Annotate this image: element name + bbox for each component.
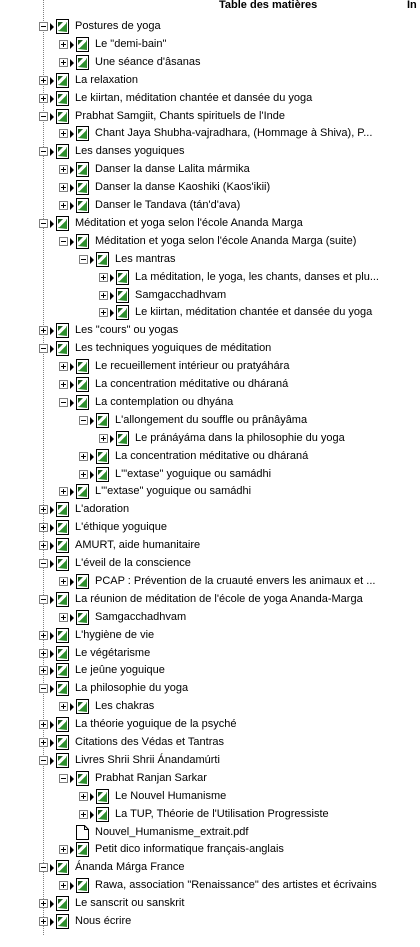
book-icon xyxy=(76,878,89,893)
pointer-arrow-icon xyxy=(50,900,54,908)
tree-item-label[interactable]: La philosophie du yoga xyxy=(75,682,189,695)
truncated-header-text: In xyxy=(407,0,417,11)
collapse-icon[interactable] xyxy=(39,595,48,604)
book-icon xyxy=(96,807,109,822)
tree-item[interactable] xyxy=(0,197,420,215)
expand-icon[interactable] xyxy=(39,94,48,103)
expand-icon[interactable] xyxy=(39,649,48,658)
book-icon xyxy=(76,842,89,857)
book-icon xyxy=(56,860,69,875)
expand-icon[interactable] xyxy=(59,577,68,586)
pointer-arrow-icon xyxy=(110,274,114,282)
book-icon xyxy=(56,502,69,517)
tree-item-label[interactable]: Le Nouvel Humanisme xyxy=(115,789,227,802)
tree-item-label[interactable]: Citations des Védas et Tantras xyxy=(75,736,224,748)
expand-icon[interactable] xyxy=(39,505,48,514)
tree-item-label[interactable]: Danser la danse Lalita mármika xyxy=(95,163,250,176)
tree-item[interactable] xyxy=(0,519,420,537)
pointer-arrow-icon xyxy=(70,41,74,49)
collapse-icon[interactable] xyxy=(39,684,48,693)
expand-icon[interactable] xyxy=(39,738,48,747)
tree-item[interactable] xyxy=(0,859,420,877)
expand-icon[interactable] xyxy=(39,326,48,335)
expand-icon[interactable] xyxy=(79,470,88,479)
tree-item-label[interactable]: Prabhat Samgiit, Chants spirituels de l'Inde xyxy=(75,109,285,122)
pointer-arrow-icon xyxy=(70,703,74,711)
tree-item-label[interactable]: La méditation, le yoga, les chants, danses et plu... xyxy=(135,270,379,283)
book-icon xyxy=(56,735,69,750)
book-icon xyxy=(76,574,89,589)
book-icon xyxy=(76,484,89,499)
book-icon xyxy=(56,914,69,929)
collapse-icon[interactable] xyxy=(39,219,48,228)
expand-icon[interactable] xyxy=(59,165,68,174)
pointer-arrow-icon xyxy=(50,685,54,693)
pointer-arrow-icon xyxy=(50,542,54,550)
tree-item[interactable] xyxy=(0,466,420,484)
book-icon xyxy=(56,646,69,661)
pointer-arrow-icon xyxy=(50,918,54,926)
pointer-arrow-icon xyxy=(50,739,54,747)
tree-item[interactable] xyxy=(0,627,420,645)
pointer-arrow-icon xyxy=(110,292,114,300)
expand-icon[interactable] xyxy=(59,845,68,854)
tree-item-label[interactable]: Le recueillement intérieur ou pratyáhára xyxy=(95,360,290,373)
tree-item-label[interactable]: Rawa, association "Renaissance" des artistes et écrivains xyxy=(95,879,377,892)
book-icon xyxy=(76,37,89,52)
tree-item[interactable] xyxy=(0,824,420,842)
tree-item[interactable] xyxy=(0,895,420,913)
tree-item[interactable] xyxy=(0,108,420,126)
collapse-icon[interactable] xyxy=(39,112,48,121)
pointer-arrow-icon xyxy=(70,614,74,622)
tree-item-label[interactable]: Postures de yoga xyxy=(75,20,161,32)
tree-item-label[interactable]: Le pránáyáma dans la philosophie du yoga xyxy=(135,431,345,444)
tree-item[interactable] xyxy=(0,36,420,54)
tree-item[interactable] xyxy=(0,90,420,108)
tree-item-label[interactable]: Les chakras xyxy=(95,700,155,713)
tree-item-label[interactable]: Le végétarisme xyxy=(75,646,151,659)
tree-item-label[interactable]: Nous écrire xyxy=(75,915,132,927)
collapse-icon[interactable] xyxy=(59,398,68,407)
pointer-arrow-icon xyxy=(70,578,74,586)
pointer-arrow-icon xyxy=(90,417,94,425)
book-icon xyxy=(56,520,69,535)
book-icon xyxy=(76,162,89,177)
tree-item-label[interactable]: L'éthique yoguique xyxy=(75,521,168,534)
tree-item-label[interactable]: Méditation et yoga selon l'école Ananda Marga xyxy=(75,216,303,229)
pointer-arrow-icon xyxy=(70,184,74,192)
book-icon xyxy=(116,288,129,303)
tree-item-label[interactable]: Livres Shrii Shrii Ánandamúrti xyxy=(75,753,220,766)
pointer-arrow-icon xyxy=(50,650,54,658)
tree-item[interactable] xyxy=(0,358,420,376)
pointer-arrow-icon xyxy=(50,23,54,31)
book-icon xyxy=(56,144,69,159)
book-icon xyxy=(76,198,89,213)
expand-icon[interactable] xyxy=(59,613,68,622)
tree-item-label[interactable]: Les mantras xyxy=(115,252,176,265)
tree-item-label[interactable]: La contemplation ou dhyána xyxy=(95,395,234,408)
tree-item-label[interactable]: Prabhat Ranjan Sarkar xyxy=(95,771,207,784)
pointer-arrow-icon xyxy=(50,864,54,872)
tree-item-label[interactable]: Le kiirtan, méditation chantée et dansée du yoga xyxy=(75,91,313,104)
expand-icon[interactable] xyxy=(39,76,48,85)
tree-item[interactable] xyxy=(0,913,420,931)
pointer-arrow-icon xyxy=(50,721,54,729)
pointer-arrow-icon xyxy=(90,811,94,819)
tree-item-label[interactable]: Le kiirtan, méditation chantée et dansée du yoga xyxy=(135,306,373,319)
pointer-arrow-icon xyxy=(70,488,74,496)
tree-item-label[interactable]: L'adoration xyxy=(75,503,130,516)
book-icon xyxy=(56,538,69,553)
toc-header xyxy=(0,0,420,14)
tree-item-label[interactable]: L'hygiène de vie xyxy=(75,628,155,641)
collapse-icon[interactable] xyxy=(39,147,48,156)
book-icon xyxy=(56,592,69,607)
tree-item[interactable] xyxy=(0,609,420,627)
tree-item-label[interactable]: Le sanscrit ou sanskrit xyxy=(75,897,185,910)
expand-icon[interactable] xyxy=(39,541,48,550)
tree-item[interactable] xyxy=(0,125,420,143)
tree-item-label[interactable]: La concentration méditative ou dháraná xyxy=(115,449,309,462)
tree-item-label[interactable]: La concentration méditative ou dháraná xyxy=(95,378,289,390)
tree-item[interactable] xyxy=(0,394,420,412)
tree-item-label[interactable]: Les techniques yoguiques de méditation xyxy=(75,342,272,355)
tree-item-label[interactable]: L'allongement du souffle ou prânâyâma xyxy=(115,413,308,426)
expand-icon[interactable] xyxy=(59,183,68,192)
book-icon xyxy=(56,896,69,911)
pointer-arrow-icon xyxy=(90,453,94,461)
book-icon xyxy=(56,753,69,768)
pointer-arrow-icon xyxy=(70,882,74,890)
tree-item[interactable] xyxy=(0,322,420,340)
expand-icon[interactable] xyxy=(39,917,48,926)
tree-item-label[interactable]: Petit dico informatique français-anglais xyxy=(95,843,284,856)
tree-item[interactable] xyxy=(0,734,420,752)
expand-icon[interactable] xyxy=(59,40,68,49)
tree-item[interactable] xyxy=(0,788,420,806)
expand-icon[interactable] xyxy=(59,58,68,67)
expand-icon[interactable] xyxy=(39,666,48,675)
book-icon xyxy=(76,610,89,625)
collapse-icon[interactable] xyxy=(39,559,48,568)
book-icon xyxy=(56,91,69,106)
collapse-icon[interactable] xyxy=(39,344,48,353)
expand-icon[interactable] xyxy=(59,487,68,496)
tree-item-label[interactable]: PCAP : Prévention de la cruauté envers les animaux et ... xyxy=(95,574,376,587)
collapse-icon[interactable] xyxy=(79,416,88,425)
tree-item[interactable] xyxy=(0,698,420,716)
tree-item[interactable] xyxy=(0,841,420,859)
tree-item[interactable] xyxy=(0,537,420,555)
pointer-arrow-icon xyxy=(70,202,74,210)
book-icon xyxy=(56,556,69,571)
pointer-arrow-icon xyxy=(50,632,54,640)
book-icon xyxy=(76,699,89,714)
book-icon xyxy=(56,341,69,356)
book-icon xyxy=(56,19,69,34)
book-icon xyxy=(96,789,109,804)
book-icon xyxy=(76,395,89,410)
tree-item[interactable] xyxy=(0,591,420,609)
book-icon xyxy=(56,216,69,231)
book-icon xyxy=(56,663,69,678)
pointer-arrow-icon xyxy=(50,220,54,228)
book-icon xyxy=(116,270,129,285)
pointer-arrow-icon xyxy=(50,77,54,85)
tree-item[interactable] xyxy=(0,680,420,698)
tree-item[interactable] xyxy=(0,143,420,161)
tree-item-label[interactable]: La théorie yoguique de la psyché xyxy=(75,718,237,731)
book-icon xyxy=(96,413,109,428)
tree-item[interactable] xyxy=(0,806,420,824)
book-icon xyxy=(76,771,89,786)
tree-item-label[interactable]: Méditation et yoga selon l'école Ananda Marga (suite) xyxy=(95,234,357,247)
pointer-arrow-icon xyxy=(70,166,74,174)
pointer-arrow-icon xyxy=(50,667,54,675)
tree-item[interactable] xyxy=(0,376,420,394)
pointer-arrow-icon xyxy=(110,309,114,317)
tree-item[interactable] xyxy=(0,573,420,591)
collapse-icon[interactable] xyxy=(39,863,48,872)
expand-icon[interactable] xyxy=(79,792,88,801)
book-icon xyxy=(76,377,89,392)
pointer-arrow-icon xyxy=(50,148,54,156)
tree-item[interactable] xyxy=(0,555,420,573)
tree-item[interactable] xyxy=(0,304,420,322)
book-icon xyxy=(56,109,69,124)
expand-icon[interactable] xyxy=(59,702,68,711)
book-icon xyxy=(96,449,109,464)
pointer-arrow-icon xyxy=(110,435,114,443)
tree-item[interactable] xyxy=(0,430,420,448)
book-icon xyxy=(96,252,109,267)
book-icon xyxy=(116,305,129,320)
pointer-arrow-icon xyxy=(50,113,54,121)
expand-icon[interactable] xyxy=(59,380,68,389)
tree-item[interactable] xyxy=(0,251,420,269)
pointer-arrow-icon xyxy=(70,130,74,138)
book-icon xyxy=(96,467,109,482)
tree-item-label[interactable]: L'"extase" yoguique ou samádhi xyxy=(95,485,252,498)
tree-item-label[interactable]: Une séance d'âsanas xyxy=(95,55,201,68)
book-icon xyxy=(56,73,69,88)
book-icon xyxy=(56,717,69,732)
tree-item-label[interactable]: Danser la danse Kaoshiki (Kaos'ikii) xyxy=(95,181,271,194)
pointer-arrow-icon xyxy=(70,381,74,389)
toc-title: Table des matières xyxy=(219,0,318,11)
pointer-arrow-icon xyxy=(50,524,54,532)
book-icon xyxy=(76,55,89,70)
tree-item-label[interactable]: Ánanda Márga France xyxy=(75,861,185,874)
tree-item[interactable] xyxy=(0,662,420,680)
expand-icon[interactable] xyxy=(99,308,108,317)
tree-item-label[interactable]: Samgacchadhvam xyxy=(135,288,227,301)
pointer-arrow-icon xyxy=(50,757,54,765)
expand-icon[interactable] xyxy=(39,631,48,640)
tree-item-label[interactable]: L'éveil de la conscience xyxy=(75,557,191,569)
pointer-arrow-icon xyxy=(50,596,54,604)
tree-item[interactable] xyxy=(0,483,420,501)
tree-item-label[interactable]: L'"extase" yoguique ou samádhi xyxy=(115,467,272,480)
book-icon xyxy=(76,359,89,374)
tree-item-label[interactable]: Danser le Tandava (tán'd'ava) xyxy=(95,199,241,211)
tree-item[interactable] xyxy=(0,770,420,788)
pointer-arrow-icon xyxy=(90,256,94,264)
expand-icon[interactable] xyxy=(39,523,48,532)
pointer-arrow-icon xyxy=(50,95,54,103)
book-icon xyxy=(56,628,69,643)
expand-icon[interactable] xyxy=(79,452,88,461)
tree-item[interactable] xyxy=(0,412,420,430)
collapse-icon[interactable] xyxy=(39,756,48,765)
pointer-arrow-icon xyxy=(50,327,54,335)
expand-icon[interactable] xyxy=(79,810,88,819)
collapse-icon[interactable] xyxy=(59,774,68,783)
pointer-arrow-icon xyxy=(90,793,94,801)
pointer-arrow-icon xyxy=(50,345,54,353)
expand-icon[interactable] xyxy=(59,129,68,138)
collapse-icon[interactable] xyxy=(59,237,68,246)
tree-item-label[interactable]: Les danses yoguiques xyxy=(75,145,185,158)
pointer-arrow-icon xyxy=(70,363,74,371)
tree-item[interactable] xyxy=(0,645,420,663)
expand-icon[interactable] xyxy=(59,362,68,371)
pointer-arrow-icon xyxy=(70,775,74,783)
book-icon xyxy=(56,681,69,696)
expand-icon[interactable] xyxy=(59,881,68,890)
tree-item[interactable] xyxy=(0,448,420,466)
expand-icon[interactable] xyxy=(99,291,108,300)
tree-item[interactable] xyxy=(0,18,420,36)
tree-item[interactable] xyxy=(0,340,420,358)
tree-item-label[interactable]: AMURT, aide humanitaire xyxy=(75,539,201,552)
expand-icon[interactable] xyxy=(99,273,108,282)
tree-item-label[interactable]: Les "cours" ou yogas xyxy=(75,324,179,337)
pointer-arrow-icon xyxy=(90,471,94,479)
book-icon xyxy=(116,431,129,446)
pointer-arrow-icon xyxy=(50,560,54,568)
tree-item[interactable] xyxy=(0,501,420,519)
tree-item-label[interactable]: Nouvel_Humanisme_extrait.pdf xyxy=(95,825,249,838)
pointer-arrow-icon xyxy=(70,59,74,67)
tree-item[interactable] xyxy=(0,54,420,72)
expand-icon[interactable] xyxy=(59,201,68,210)
collapse-icon[interactable] xyxy=(79,255,88,264)
pointer-arrow-icon xyxy=(70,399,74,407)
tree-item[interactable] xyxy=(0,287,420,305)
tree-item[interactable] xyxy=(0,72,420,90)
pointer-arrow-icon xyxy=(50,506,54,514)
tree-item[interactable] xyxy=(0,179,420,197)
expand-icon[interactable] xyxy=(39,720,48,729)
book-icon xyxy=(56,323,69,338)
tree-item[interactable] xyxy=(0,877,420,895)
tree-item[interactable] xyxy=(0,215,420,233)
book-icon xyxy=(76,180,89,195)
tree-item[interactable] xyxy=(0,233,420,251)
pointer-arrow-icon xyxy=(70,238,74,246)
expand-icon[interactable] xyxy=(39,899,48,908)
tree-item-label[interactable]: La relaxation xyxy=(75,73,138,86)
tree-item-label[interactable]: Le "demi-bain" xyxy=(95,37,167,50)
collapse-icon[interactable] xyxy=(39,22,48,31)
tree-item-label[interactable]: Le jeûne yoguique xyxy=(75,664,165,677)
pointer-arrow-icon xyxy=(70,846,74,854)
tree-item-label[interactable]: La réunion de méditation de l'école de yoga Ananda-Marga xyxy=(75,592,363,605)
tree-item-label[interactable]: La TUP, Théorie de l'Utilisation Progressiste xyxy=(115,807,329,820)
book-icon xyxy=(76,234,89,249)
expand-icon[interactable] xyxy=(99,434,108,443)
book-icon xyxy=(76,126,89,141)
tree-item-label[interactable]: Chant Jaya Shubha-vajradhara, (Hommage à Shiva), P... xyxy=(95,127,373,140)
pdf-file-icon xyxy=(76,825,89,840)
tree-item-label[interactable]: Samgacchadhvam xyxy=(95,610,187,623)
tree-item[interactable] xyxy=(0,716,420,734)
tree-item[interactable] xyxy=(0,752,420,770)
tree-item[interactable] xyxy=(0,269,420,287)
tree-item[interactable] xyxy=(0,161,420,179)
